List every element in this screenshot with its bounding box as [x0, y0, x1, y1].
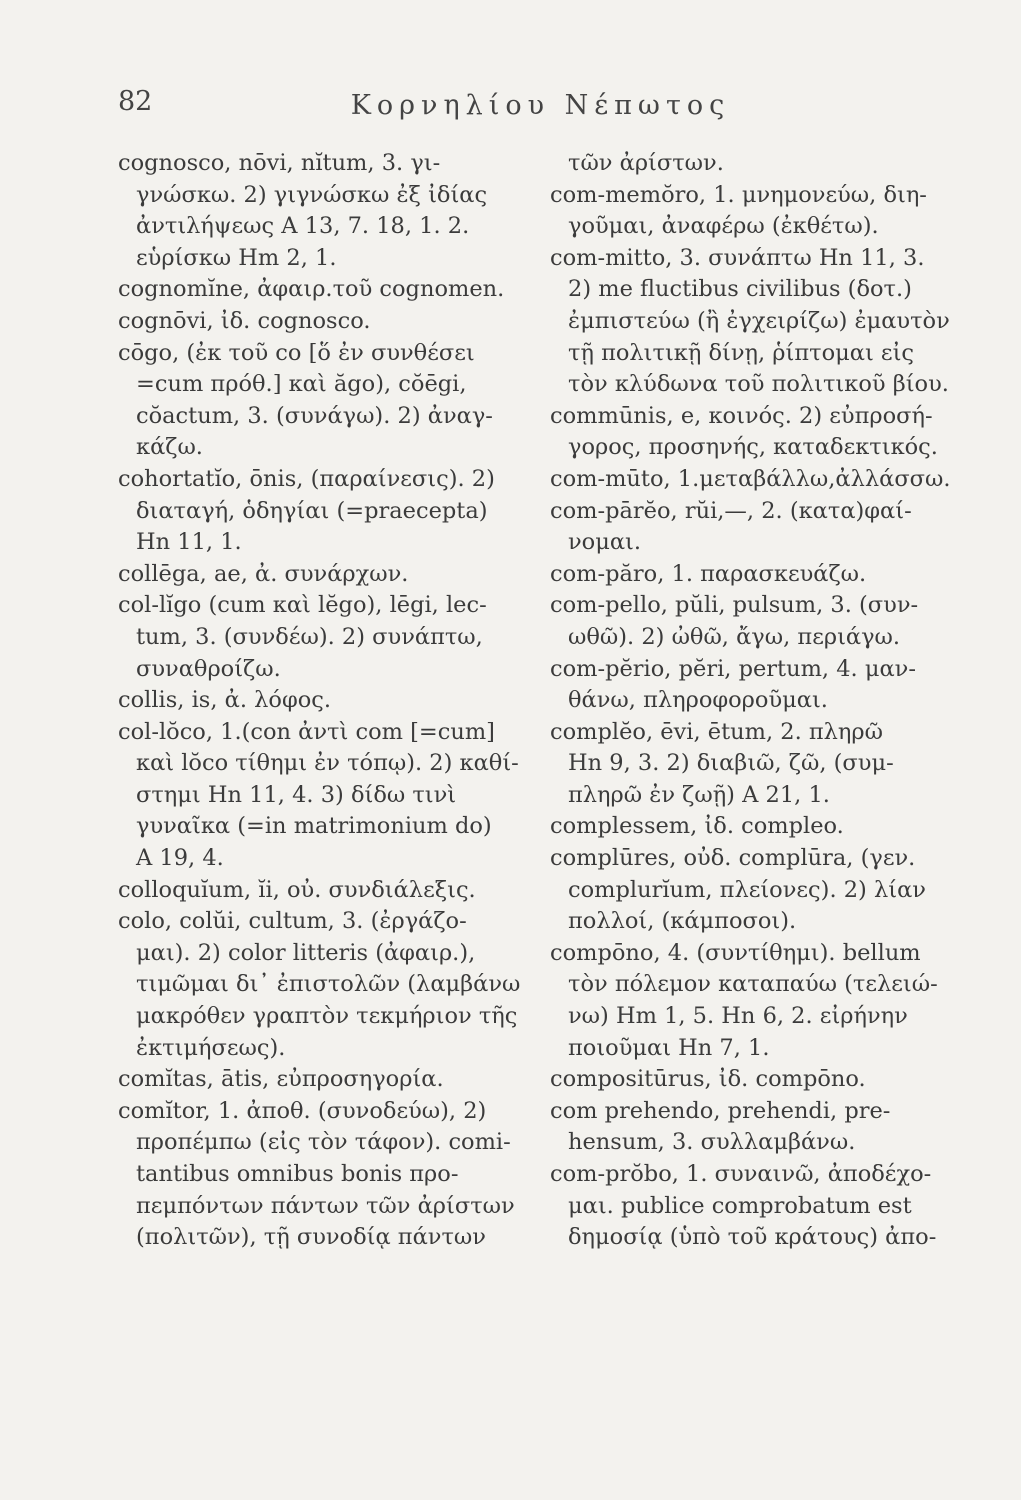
entry-line: τὸν πόλεμον καταπαύω (τελειώ-	[568, 971, 938, 998]
entry-line: compōno, 4. (συντίθημι). bellum	[550, 939, 921, 966]
entry-line: καὶ lŏco τίθημι ἐν τόπῳ). 2) καθί-	[136, 750, 519, 777]
left-column	[118, 148, 538, 1254]
entry-line: cognosco, nōvi, nĭtum, 3. γι-	[118, 150, 441, 176]
entry-line: compositūrus, ἰδ. compōno.	[550, 1066, 866, 1093]
entry-line: complessem, ἰδ. compleo.	[550, 813, 844, 840]
entry-line: πεμπόντων πάντων τῶν ἀρίστων	[136, 1192, 515, 1219]
entry-line: com-prŏbo, 1. συναινῶ, ἀποδέχο-	[550, 1161, 932, 1187]
entry-line: cognomĭne, ἀφαιρ.τοῦ cognomen.	[118, 276, 505, 303]
running-head: Κορνηλίου Νέπωτος	[350, 90, 731, 121]
entry-line: γορος, προσηνής, καταδεκτικός.	[568, 434, 938, 461]
entry-line: commūnis, e, κοινός. 2) εὐπροσή-	[550, 402, 933, 429]
entry-line: complurĭum, πλείονες). 2) λίαν	[568, 876, 926, 903]
right-column	[550, 148, 970, 1254]
entry-line: complĕo, ēvi, ētum, 2. πληρῶ	[550, 718, 883, 745]
entry-line: tum, 3. (συνδέω). 2) συνάπτω,	[136, 623, 483, 650]
entry-line: Α 19, 4.	[136, 845, 224, 872]
entry-line: comĭtas, ātis, εὐπροσηγορία.	[118, 1066, 444, 1093]
entry-line: cognōvi, ἰδ. cognosco.	[118, 307, 371, 334]
entry-line: col-lĭgo (cum καὶ lĕgo), lēgi, lec-	[118, 592, 487, 619]
entry-line: com-mitto, 3. συνάπτω Hn 11, 3.	[550, 244, 925, 271]
page-number: 82	[118, 86, 153, 117]
entry-line: διαταγή, ὁδηγίαι (=praecepta)	[136, 497, 488, 524]
entry-line: κάζω.	[136, 434, 203, 461]
entry-line: πληρῶ ἐν ζωῇ) Α 21, 1.	[568, 781, 830, 808]
entry-line: com prehendo, prehendi, pre-	[550, 1097, 891, 1124]
entry-line: com-pĕrio, pĕri, pertum, 4. μαν-	[550, 655, 916, 682]
entry-line: τὸν κλύδωνα τοῦ πολιτικοῦ βίου.	[568, 371, 949, 398]
entry-line: com-păro, 1. παρασκευάζω.	[550, 560, 867, 587]
entry-line: δημοσίᾳ (ὑπὸ τοῦ κράτους) ἀπο-	[568, 1224, 937, 1251]
entry-line: γοῦμαι, ἀναφέρω (ἐκθέτω).	[568, 213, 879, 240]
entry-line: cŏactum, 3. (συνάγω). 2) ἀναγ-	[136, 402, 493, 429]
entry-line: πολλοί, (κάμποσοι).	[568, 908, 797, 935]
entry-line: 2) me fluctibus civilibus (δοτ.)	[568, 276, 912, 303]
entry-line: collēga, ae, ἀ. συνάρχων.	[118, 560, 409, 587]
entry-line: colo, colŭi, cultum, 3. (ἐργάζο-	[118, 908, 467, 935]
entry-line: ποιοῦμαι Hn 7, 1.	[568, 1034, 770, 1061]
entry-line: com-mūto, 1.μεταβάλλω,ἀλλάσσω.	[550, 465, 951, 492]
entry-line: Hn 11, 1.	[136, 529, 242, 556]
entry-line: ωθῶ). 2) ὠθῶ, ἄγω, περιάγω.	[568, 623, 901, 650]
entry-line: cōgo, (ἐκ τοῦ co [ὅ ἐν συνθέσει	[118, 339, 475, 366]
entry-line: μαι. publice comprobatum est	[568, 1192, 912, 1219]
entry-line: ἐκτιμήσεως).	[136, 1034, 286, 1061]
entry-line: com-pārĕo, rŭi,—, 2. (κατα)φαί-	[550, 497, 912, 524]
entry-line: com-memŏro, 1. μνημονεύω, διη-	[550, 181, 927, 208]
entry-line: complūres, οὐδ. complūra, (γεν.	[550, 845, 916, 872]
entry-line: νω) Hm 1, 5. Hn 6, 2. εἰρήνην	[568, 1003, 908, 1030]
entry-line: εὑρίσκω Hm 2, 1.	[136, 244, 337, 271]
entry-line: Hn 9, 3. 2) διαβιῶ, ζῶ, (συμ-	[568, 750, 894, 777]
entry-line: hensum, 3. συλλαμβάνω.	[568, 1129, 856, 1156]
entry-line: θάνω, πληροφοροῦμαι.	[568, 687, 828, 714]
entry-line: com-pello, pŭli, pulsum, 3. (συν-	[550, 592, 919, 619]
entry-line: νομαι.	[568, 529, 642, 556]
entry-line: γυναῖκα (=in matrimonium do)	[136, 813, 492, 840]
entry-line: τιμῶμαι δι᾽ ἐπιστολῶν (λαμβάνω	[136, 971, 521, 998]
entry-line: μαι). 2) color litteris (ἀφαιρ.),	[136, 939, 476, 966]
entry-line: γνώσκω. 2) γιγνώσκω ἐξ ἰδίας	[136, 181, 488, 208]
entry-line: cohortatĭo, ōnis, (παραίνεσις). 2)	[118, 465, 495, 492]
entry-line: comĭtor, 1. ἀποθ. (συνοδεύω), 2)	[118, 1097, 487, 1124]
entry-line: τῶν ἀρίστων.	[568, 150, 724, 176]
entry-line: μακρόθεν γραπτὸν τεκμήριον τῆς	[136, 1003, 518, 1030]
entry-line: στημι Hn 11, 4. 3) δίδω τινὶ	[136, 781, 457, 808]
entry-line: τῇ πολιτικῇ δίνῃ, ῥίπτομαι εἰς	[568, 339, 914, 366]
entry-line: ἀντιλήψεως Α 13, 7. 18, 1. 2.	[136, 213, 470, 240]
entry-line: colloquĭum, ĭi, οὐ. συνδιάλεξις.	[118, 876, 476, 903]
entry-line: συναθροίζω.	[136, 655, 281, 682]
entry-line: tantibus omnibus bonis προ-	[136, 1161, 459, 1187]
entry-line: col-lŏco, 1.(con ἀντὶ com [=cum]	[118, 718, 495, 745]
entry-line: (πολιτῶν), τῇ συνοδίᾳ πάντων	[136, 1224, 486, 1251]
entry-line: ἐμπιστεύω (ἢ ἐγχειρίζω) ἐμαυτὸν	[568, 307, 950, 334]
entry-line: collis, is, ἀ. λόφος.	[118, 687, 331, 714]
entry-line: προπέμπω (εἰς τὸν τάφον). comi-	[136, 1129, 511, 1156]
entry-line: =cum πρόθ.] καὶ ăgo), cŏēgi,	[136, 371, 467, 398]
